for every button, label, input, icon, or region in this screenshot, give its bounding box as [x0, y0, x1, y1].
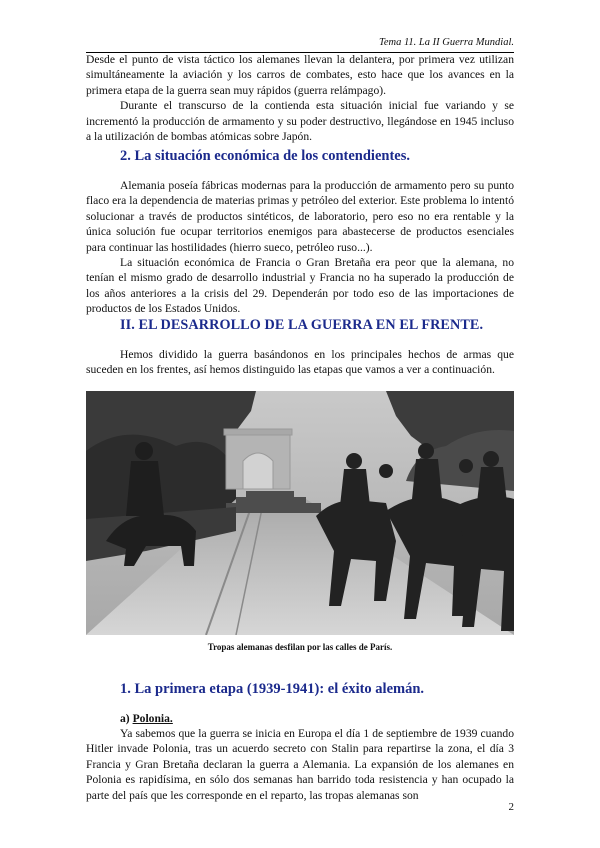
running-header: Tema 11. La II Guerra Mundial. — [86, 36, 514, 53]
section-heading: 2. La situación económica de los contendientes. — [120, 148, 410, 164]
paragraph: Ya sabemos que la guerra se inicia en Europa el día 1 de septiembre de 1939 cuando Hitler invade Polonia, tras un acuerdo secreto con Stalin para repartirse la zona, el día 3 Francia y Gran Bretaña declaran la guerra a Alemania. La expansión de los alemanes en Polonia es rapidísima, en sólo dos semanas han barrido toda resistencia y han ocupado la parte del país que les corresponde en el reparto, las tropas alemanas son — [86, 727, 514, 802]
paragraph: Durante el transcurso de la contienda esta situación inicial fue variando y se incrementó la producción de armamento y su poder destructivo, llegándose en 1945 incluso a la utilización de bombas atómicas sobre Japón. — [86, 99, 514, 144]
paragraph: La situación económica de Francia o Gran Bretaña era peor que la alemana, no tenían el mismo grado de desarrollo industrial y Francia no ha superado la producción de los años anteriores a la crisis del 29. Dependerán por todo eso de las importaciones de productos de los Estados Unidos. — [86, 256, 514, 316]
subsection-title: Polonia. — [132, 712, 173, 725]
page-number: 2 — [508, 801, 514, 813]
paragraph: Desde el punto de vista táctico los alemanes llevan la delantera, por primera vez utilizan simultáneamente la aviación y los carros de combates, esto hace que los avances en la primera etapa de la guerra sean muy rápidos (guerra relámpago). — [86, 53, 514, 97]
subsection-prefix: a) — [120, 712, 133, 725]
section-heading: 1. La primera etapa (1939-1941): el éxito alemán. — [120, 681, 425, 697]
chapter-heading: II. EL DESARROLLO DE LA GUERRA EN EL FRENTE. — [120, 317, 484, 333]
figure-caption: Tropas alemanas desfilan por las calles de París. — [207, 642, 393, 652]
paragraph: Hemos dividido la guerra basándonos en los principales hechos de armas que suceden en los frentes, así hemos distinguido las etapas que vamos a ver a continuación. — [86, 348, 514, 377]
subsection-label — [120, 711, 173, 726]
section-text — [86, 178, 514, 317]
paragraph: Alemania poseía fábricas modernas para la producción de armamento pero su punto flaco era la dependencia de materias primas y petróleo del exterior. Este problema lo intentó solucionar a través de productos sintéticos, de laboratorio, pero eso no era rentable y la única solución fue ocupar territorios enemigos para abastecerse de productos esenciales para continuar las hostilidades (hierro sueco, petróleo ruso...). — [86, 179, 514, 254]
intro-text — [86, 52, 514, 144]
parade-photo-image — [86, 391, 514, 635]
chapter-text — [86, 347, 514, 378]
stage1-text — [86, 726, 514, 803]
parade-photo — [86, 391, 514, 635]
